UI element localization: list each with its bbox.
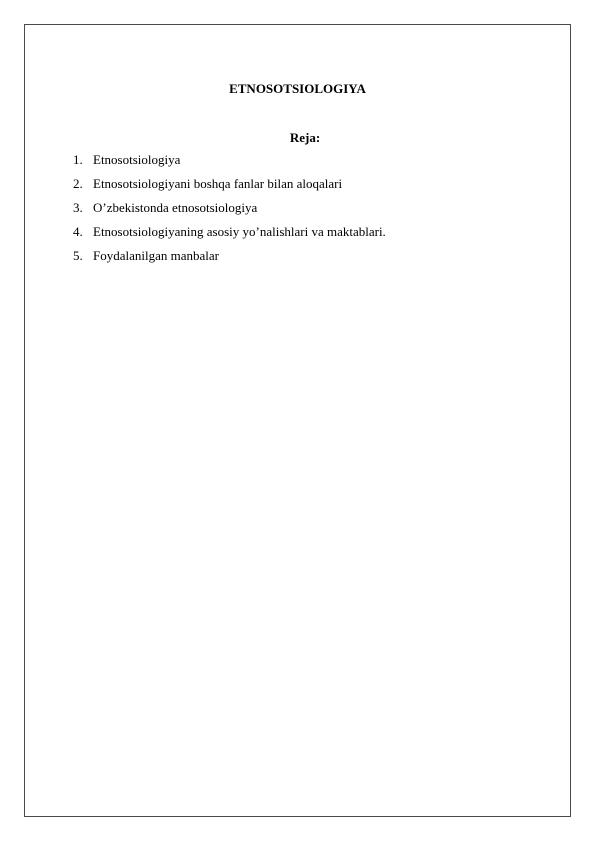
plan-item	[73, 224, 386, 248]
plan-item-text: Etnosotsiologiyaning asosiy yo’nalishlari va maktablari.	[93, 224, 386, 239]
plan-item-text: O’zbekistonda etnosotsiologiya	[93, 200, 258, 215]
plan-item-number: 3.	[73, 200, 83, 215]
plan-heading: Reja:	[289, 130, 321, 145]
plan-item	[73, 176, 386, 200]
plan-item-text: Etnosotsiologiya	[93, 152, 181, 167]
plan-item	[73, 248, 386, 272]
plan-item	[73, 152, 386, 176]
document-title: ETNOSOTSIOLOGIYA	[229, 81, 366, 96]
plan-item-number: 2.	[73, 176, 83, 191]
plan-item-text: Etnosotsiologiyani boshqa fanlar bilan aloqalari	[93, 176, 343, 191]
plan-item	[73, 200, 386, 224]
plan-item-text: Foydalanilgan manbalar	[93, 248, 219, 263]
plan-item-number: 5.	[73, 248, 83, 263]
plan-list	[73, 152, 386, 272]
plan-item-number: 1.	[73, 152, 83, 167]
plan-item-number: 4.	[73, 224, 83, 239]
